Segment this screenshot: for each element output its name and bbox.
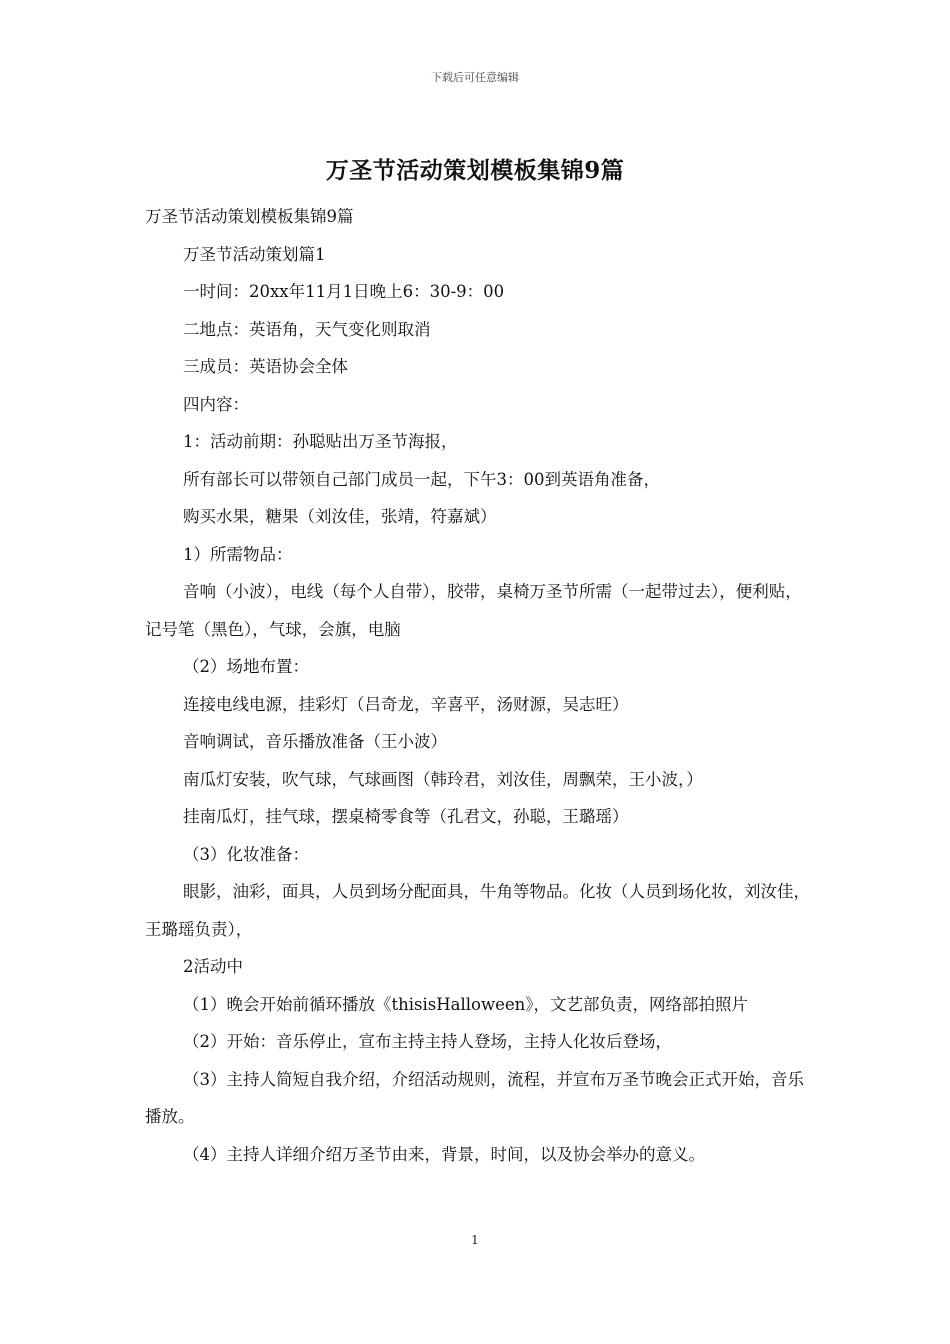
- paragraph: 所有部长可以带领自己部门成员一起，下午3：00到英语角准备，: [183, 469, 660, 489]
- paragraph: 万圣节活动策划篇1: [183, 244, 326, 264]
- paragraph: 眼影，油彩，面具，人员到场分配面具，牛角等物品。化妆（人员到场化妆，刘汝佳，王璐瑶负责），: [145, 882, 810, 939]
- paragraph: （2）场地布置：: [183, 657, 309, 676]
- document-body: [145, 198, 810, 1173]
- paragraph: 2活动中: [183, 957, 243, 976]
- paragraph: 一时间：20xx年11月1日晚上6：30-9：00: [183, 282, 505, 301]
- paragraph: 音响（小波），电线（每个人自带），胶带，桌椅万圣节所需（一起带过去），便利贴，记号笔（黑色），气球，会旗，电脑: [145, 582, 802, 639]
- paragraph: 挂南瓜灯，挂气球，摆桌椅零食等（孔君文，孙聪，王璐瑶）: [183, 807, 629, 826]
- page-number: 1: [471, 1233, 479, 1247]
- document-title: 万圣节活动策划模板集锦9篇: [325, 157, 625, 184]
- header-note: 下载后可任意编辑: [431, 71, 519, 84]
- paragraph: 1：活动前期：孙聪贴出万圣节海报，: [183, 432, 458, 451]
- paragraph: 三成员：英语协会全体: [183, 357, 348, 376]
- paragraph: （4）主持人详细介绍万圣节由来，背景，时间，以及协会举办的意义。: [183, 1144, 705, 1164]
- paragraph: 1）所需物品：: [183, 544, 293, 564]
- paragraph: （1）晚会开始前循环播放《thisisHalloween》，文艺部负责，网络部拍照片: [183, 994, 748, 1014]
- paragraph: 四内容：: [183, 394, 249, 414]
- paragraph: （3）主持人简短自我介绍，介绍活动规则，流程，并宣布万圣节晚会正式开始，音乐播放。: [145, 1069, 804, 1126]
- paragraph: 连接电线电源，挂彩灯（吕奇龙，辛喜平，汤财源，吴志旺）: [183, 694, 629, 714]
- paragraph: （3）化妆准备：: [183, 844, 309, 864]
- paragraph: 音响调试，音乐播放准备（王小波）: [183, 732, 447, 751]
- paragraph: 购买水果，糖果（刘汝佳，张靖，符嘉斌）: [183, 507, 497, 526]
- paragraph: 万圣节活动策划模板集锦9篇: [145, 207, 354, 226]
- paragraph: （2）开始：音乐停止，宣布主持主持人登场，主持人化妆后登场，: [183, 1032, 672, 1051]
- paragraph: 二地点：英语角，天气变化则取消: [183, 319, 431, 339]
- paragraph: 南瓜灯安装，吹气球，气球画图（韩玲君，刘汝佳，周飘荣，王小波，）: [183, 769, 703, 789]
